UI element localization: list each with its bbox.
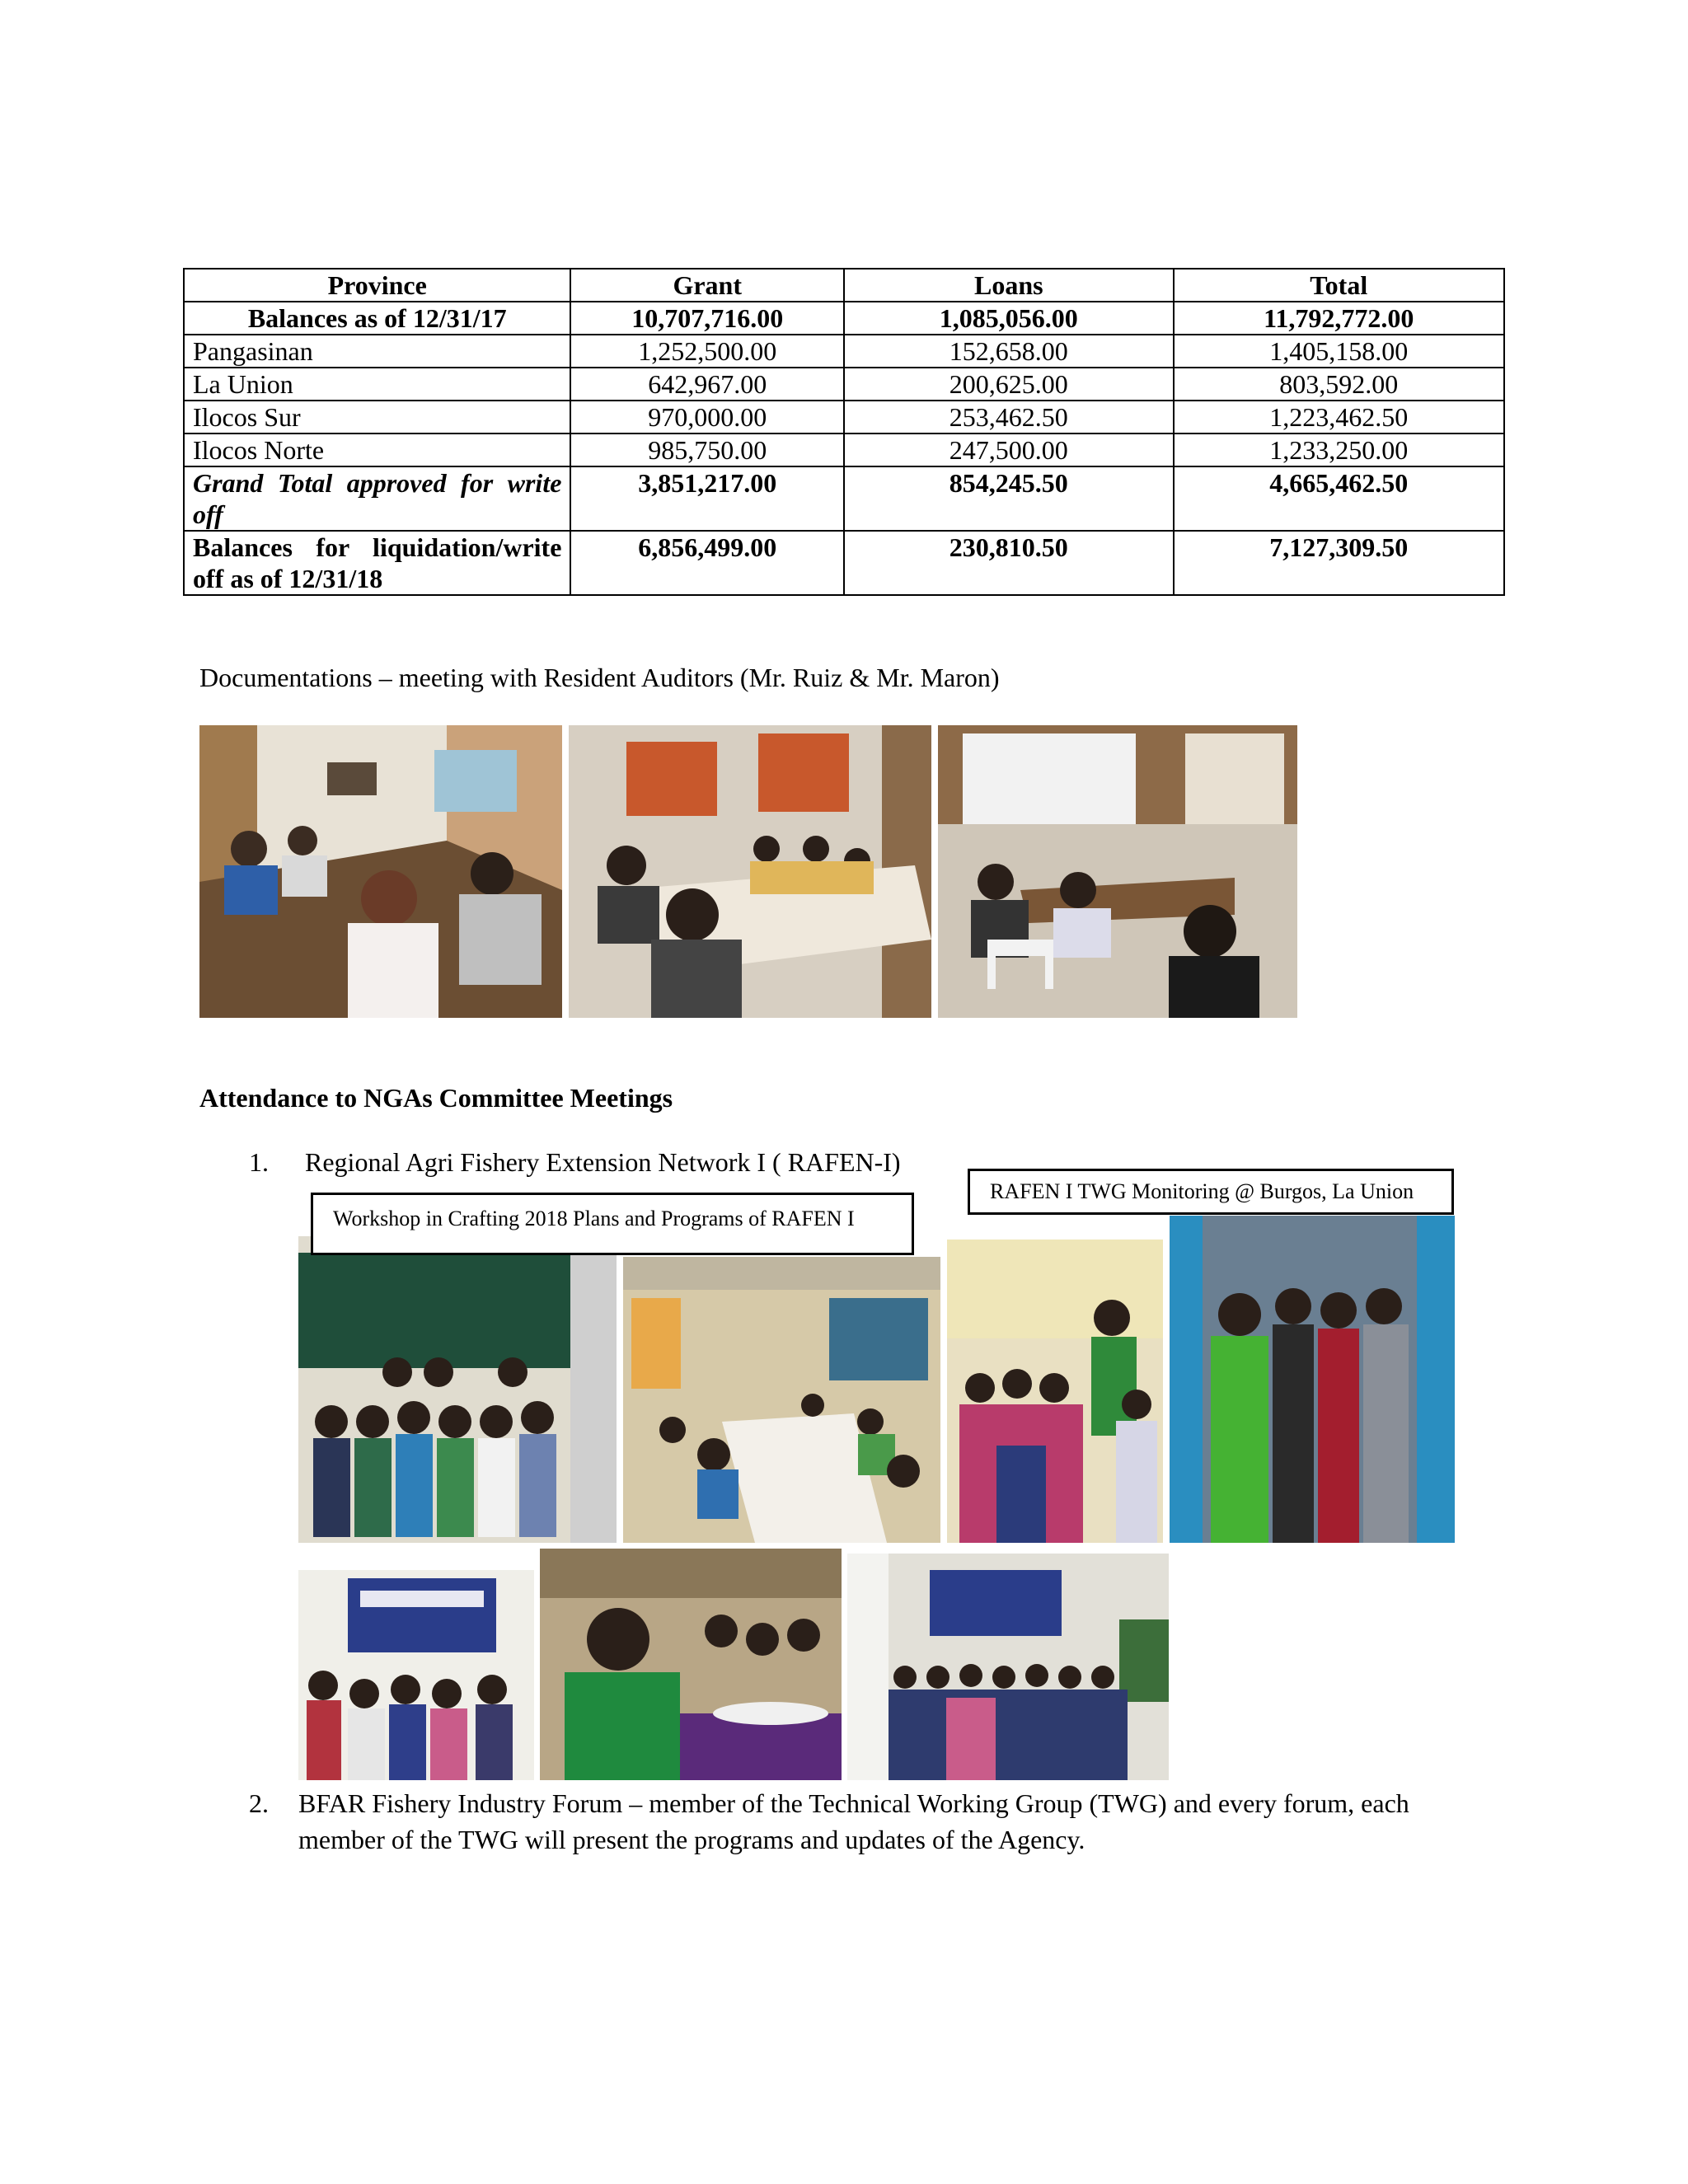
list-number: 2. — [249, 1788, 269, 1818]
cell-province: Balances as of 12/31/17 — [184, 302, 570, 335]
section-heading: Attendance to NGAs Committee Meetings — [199, 1083, 673, 1113]
documentation-caption: Documentations – meeting with Resident Auditors (Mr. Ruiz & Mr. Maron) — [199, 663, 1000, 692]
table-row — [184, 401, 1504, 434]
cell-loans: 247,500.00 — [844, 434, 1173, 466]
rafen-photo-4 — [1170, 1216, 1455, 1543]
cell-grant: 985,750.00 — [570, 434, 844, 466]
cell-grant: 1,252,500.00 — [570, 335, 844, 368]
monitoring-caption: RAFEN I TWG Monitoring @ Burgos, La Union — [968, 1169, 1454, 1215]
cell-total: 1,405,158.00 — [1174, 335, 1505, 368]
table-row — [184, 368, 1504, 401]
cell-loans: 854,245.50 — [844, 466, 1173, 531]
header-loans: Loans — [844, 269, 1173, 302]
balances-table — [183, 268, 1505, 596]
auditor-meeting-photo-2 — [569, 725, 931, 1018]
cell-total: 1,233,250.00 — [1174, 434, 1505, 466]
cell-province: Pangasinan — [184, 335, 570, 368]
rafen-photo-6 — [540, 1549, 842, 1780]
table-row — [184, 434, 1504, 466]
table-header-row — [184, 269, 1504, 302]
cell-grant: 970,000.00 — [570, 401, 844, 434]
cell-grant: 642,967.00 — [570, 368, 844, 401]
auditor-meeting-photo-1 — [199, 725, 562, 1018]
cell-province: Ilocos Norte — [184, 434, 570, 466]
table-row — [184, 531, 1504, 595]
rafen-photo-1 — [298, 1236, 617, 1543]
header-province: Province — [184, 269, 570, 302]
cell-province: La Union — [184, 368, 570, 401]
rafen-photo-5 — [298, 1570, 534, 1780]
header-total: Total — [1174, 269, 1505, 302]
list-number: 1. — [249, 1147, 269, 1177]
cell-grant: 6,856,499.00 — [570, 531, 844, 595]
rafen-photo-2 — [623, 1257, 940, 1543]
cell-total: 7,127,309.50 — [1174, 531, 1505, 595]
auditor-meeting-photo-3 — [938, 725, 1297, 1018]
table-row — [184, 302, 1504, 335]
list-item-text-line-2: member of the TWG will present the programs and updates of the Agency. — [298, 1825, 1085, 1854]
list-item-text-line-1: BFAR Fishery Industry Forum – member of the Technical Working Group (TWG) and every forum, each — [298, 1788, 1409, 1818]
cell-loans: 253,462.50 — [844, 401, 1173, 434]
cell-loans: 230,810.50 — [844, 531, 1173, 595]
cell-loans: 152,658.00 — [844, 335, 1173, 368]
cell-loans: 1,085,056.00 — [844, 302, 1173, 335]
cell-total: 1,223,462.50 — [1174, 401, 1505, 434]
table-row — [184, 335, 1504, 368]
cell-grant: 10,707,716.00 — [570, 302, 844, 335]
list-item-text: Regional Agri Fishery Extension Network I ( RAFEN-I) — [305, 1147, 901, 1177]
rafen-photo-7 — [847, 1554, 1169, 1780]
cell-total: 4,665,462.50 — [1174, 466, 1505, 531]
cell-province: Grand Total approved for write off — [184, 466, 570, 531]
cell-province: Ilocos Sur — [184, 401, 570, 434]
table-row — [184, 466, 1504, 531]
cell-total: 11,792,772.00 — [1174, 302, 1505, 335]
cell-province: Balances for liquidation/write off as of 12/31/18 — [184, 531, 570, 595]
cell-grant: 3,851,217.00 — [570, 466, 844, 531]
cell-loans: 200,625.00 — [844, 368, 1173, 401]
cell-total: 803,592.00 — [1174, 368, 1505, 401]
rafen-photo-3 — [947, 1240, 1163, 1543]
workshop-caption: Workshop in Crafting 2018 Plans and Programs of RAFEN I — [311, 1193, 914, 1255]
header-grant: Grant — [570, 269, 844, 302]
